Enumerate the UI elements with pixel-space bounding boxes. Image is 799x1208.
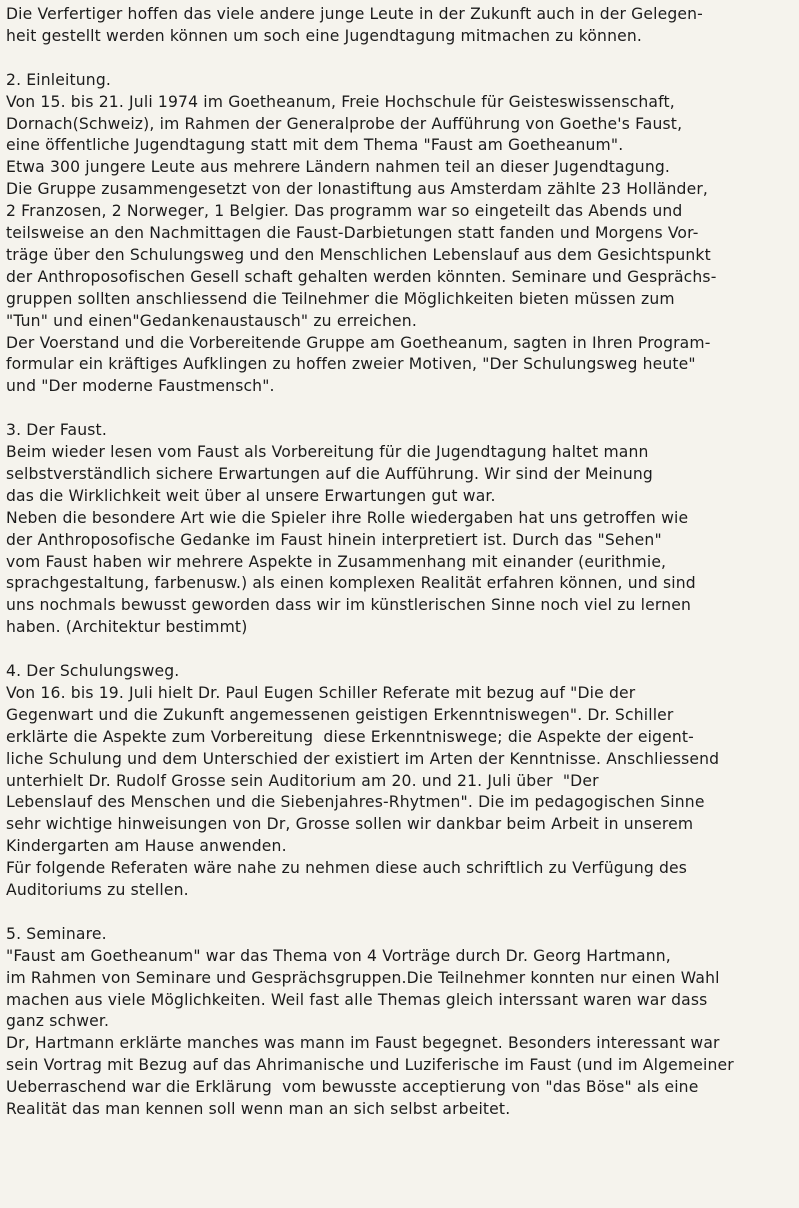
text-line: haben. (Architektur bestimmt) xyxy=(6,618,248,637)
text-line: erklärte die Aspekte zum Vorbereitung diese Erkenntniswege; die Aspekte der eigent- xyxy=(6,727,694,746)
text-line: Dr, Hartmann erklärte manches was mann im Faust begegnet. Besonders interessant war xyxy=(6,1034,720,1053)
text-line: Von 16. bis 19. Juli hielt Dr. Paul Eugen Schiller Referate mit bezug auf "Die der xyxy=(6,683,636,702)
text-line: Ueberraschend war die Erklärung vom bewusste acceptierung von "das Böse" als eine xyxy=(6,1078,699,1097)
text-line: "Faust am Goetheanum" war das Thema von 4 Vorträge durch Dr. Georg Hartmann, xyxy=(6,946,671,965)
text-line: 4. Der Schulungsweg. xyxy=(6,662,180,680)
text-line: im Rahmen von Seminare und Gesprächsgruppen.Die Teilnehmer konnten nur einen Wahl xyxy=(6,968,720,987)
text-line: selbstverständlich sichere Erwartungen auf die Aufführung. Wir sind der Meinung xyxy=(6,464,653,483)
text-line: das die Wirklichkeit weit über al unsere Erwartungen gut war. xyxy=(6,486,496,505)
text-line: eine öffentliche Jugendtagung statt mit dem Thema "Faust am Goetheanum". xyxy=(6,136,624,155)
text-line: "Tun" und einen"Gedankenaustausch" zu erreichen. xyxy=(6,311,417,330)
text-line: uns nochmals bewusst geworden dass wir im künstlerischen Sinne noch viel zu lernen xyxy=(6,596,692,615)
text-line: Dornach(Schweiz), im Rahmen der Generalprobe der Aufführung von Goethe's Faust, xyxy=(6,114,683,133)
text-line: 3. Der Faust. xyxy=(6,421,107,440)
text-line: 5. Seminare. xyxy=(6,924,107,943)
text-line: träge über den Schulungsweg und den Menschlichen Lebenslauf aus dem Gesichtspunkt xyxy=(6,245,711,264)
text-line: liche Schulung und dem Unterschied der existiert im Arten der Kenntnisse. Anschliessend xyxy=(6,749,720,768)
text-line: gruppen sollten anschliessend die Teilnehmer die Möglichkeiten bieten müssen zum xyxy=(6,289,675,308)
text-line: und "Der moderne Faustmensch". xyxy=(6,377,275,396)
text-line: der Anthroposofischen Gesell schaft gehalten werden könnten. Seminare und Gesprächs- xyxy=(6,267,717,286)
text-line: Von 15. bis 21. Juli 1974 im Goetheanum, Freie Hochschule für Geisteswissenschaft, xyxy=(6,92,675,111)
text-line: der Anthroposofische Gedanke im Faust hinein interpretiert ist. Durch das "Sehen" xyxy=(6,530,662,549)
text-line: sprachgestaltung, farbenusw.) als einen komplexen Realität erfahren können, und sind xyxy=(6,574,696,593)
text-line: ganz schwer. xyxy=(6,1012,110,1031)
text-line: sein Vortrag mit Bezug auf das Ahrimanische und Luziferische im Faust (und im Algemeiner xyxy=(6,1056,734,1075)
text-line: machen aus viele Möglichkeiten. Weil fast alle Themas gleich interssant waren war dass xyxy=(6,990,708,1009)
text-line: Realität das man kennen soll wenn man an sich selbst arbeitet. xyxy=(6,1100,511,1118)
text-line: sehr wichtige hinweisungen von Dr, Grosse sollen wir dankbar beim Arbeit in unserem xyxy=(6,815,694,834)
text-line: vom Faust haben wir mehrere Aspekte in Zusammenhang mit einander (eurithmie, xyxy=(6,552,667,571)
text-line: Kindergarten am Hause anwenden. xyxy=(6,837,287,856)
text-line: Etwa 300 jungere Leute aus mehrere Ländern nahmen teil an dieser Jugendtagung. xyxy=(6,158,671,177)
text-line: Lebenslauf des Menschen und die Siebenjahres-Rhytmen". Die im pedagogischen Sinne xyxy=(6,793,705,812)
text-line: unterhielt Dr. Rudolf Grosse sein Auditorium am 20. und 21. Juli über "Der xyxy=(6,771,599,790)
text-line: Gegenwart und die Zukunft angemessenen geistigen Erkenntniswegen". Dr. Schiller xyxy=(6,705,674,724)
text-line: Für folgende Referaten wäre nahe zu nehmen diese auch schriftlich zu Verfügung des xyxy=(6,859,688,878)
text-line: Neben die besondere Art wie die Spieler ihre Rolle wiedergaben hat uns getroffen wie xyxy=(6,508,689,527)
text-line: Auditoriums zu stellen. xyxy=(6,881,189,899)
text-line: Die Verfertiger hoffen das viele andere junge Leute in der Zukunft auch in der Gelegen- xyxy=(6,5,703,23)
text-line: 2 Franzosen, 2 Norweger, 1 Belgier. Das programm war so eingeteilt das Abends und xyxy=(6,202,683,221)
text-line: Die Gruppe zusammengesetzt von der lonastiftung aus Amsterdam zählte 23 Holländer, xyxy=(6,180,709,199)
text-line: Beim wieder lesen vom Faust als Vorbereitung für die Jugendtagung haltet mann xyxy=(6,443,649,461)
text-line: formular ein kräftiges Aufklingen zu hoffen zweier Motiven, "Der Schulungsweg heute" xyxy=(6,355,696,374)
text-line: teilsweise an den Nachmittagen die Faust-Darbietungen statt fanden und Morgens Vor- xyxy=(6,224,699,242)
text-line: Der Voerstand und die Vorbereitende Gruppe am Goetheanum, sagten in Ihren Program- xyxy=(6,333,711,352)
text-line: heit gestellt werden können um soch eine Jugendtagung mitmachen zu können. xyxy=(6,26,642,45)
text-line: 2. Einleitung. xyxy=(6,70,111,89)
